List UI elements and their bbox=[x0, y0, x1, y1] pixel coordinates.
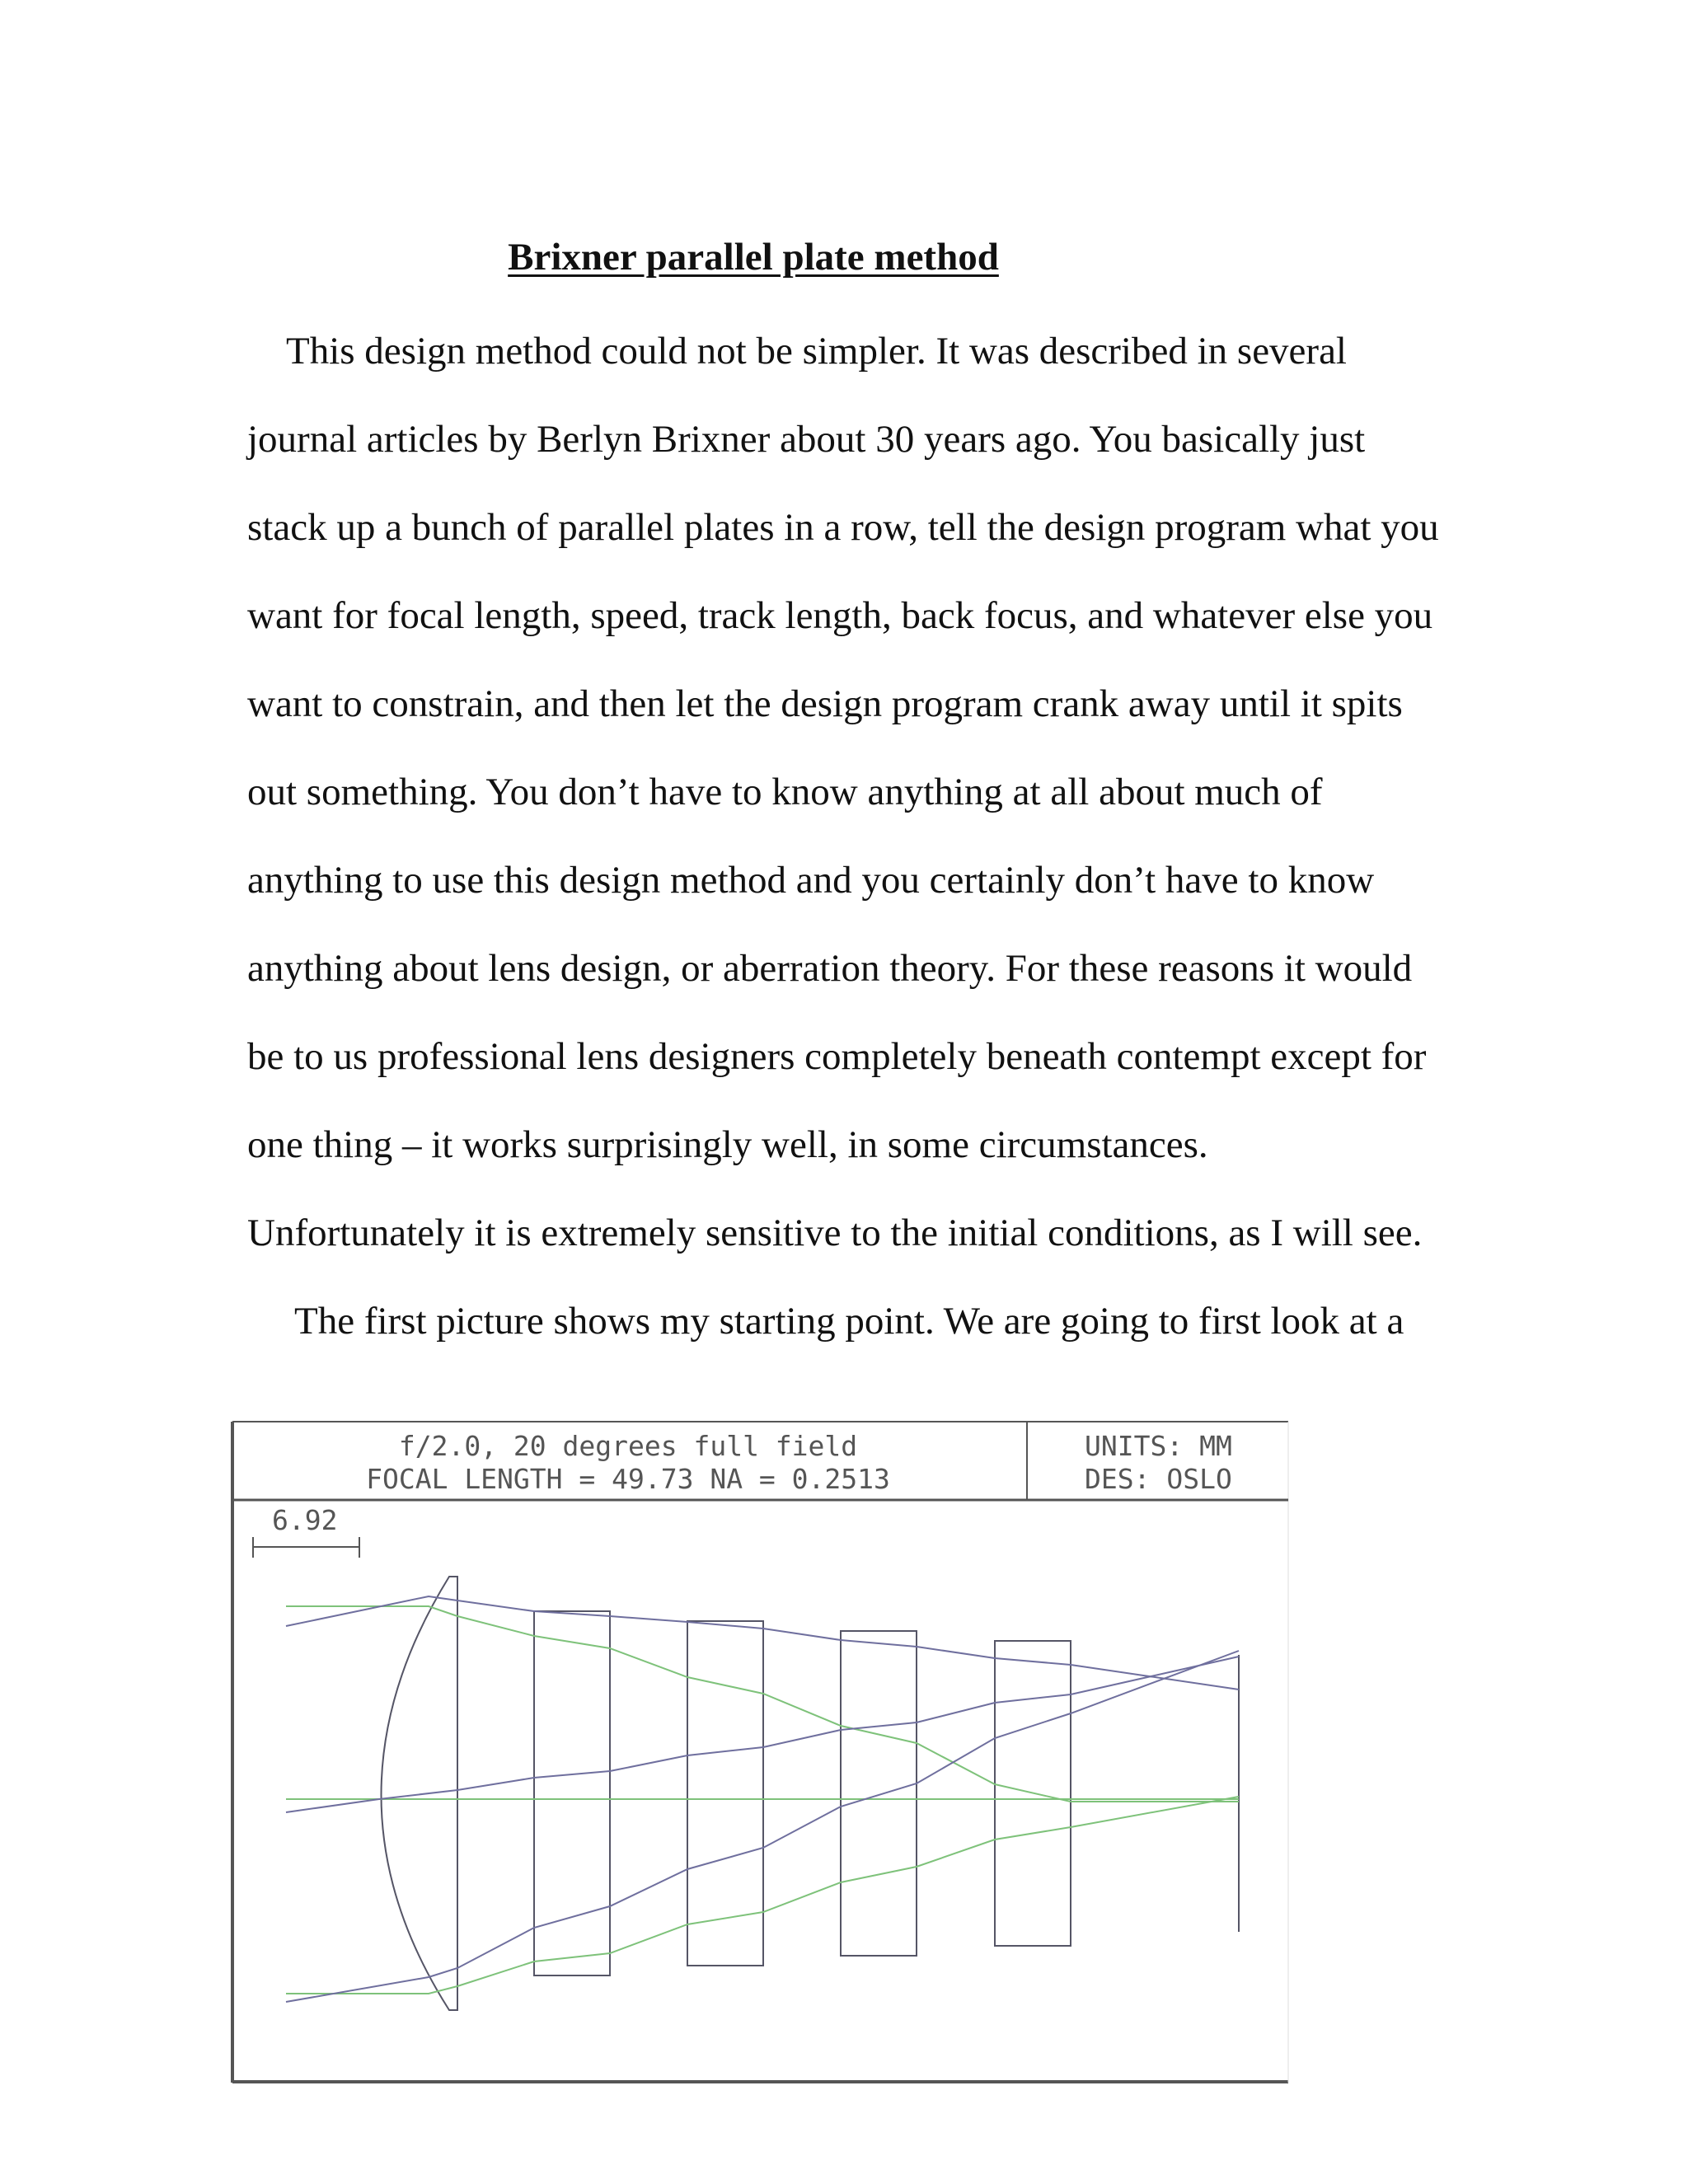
lens-elements bbox=[382, 1577, 1240, 2010]
green-rays bbox=[286, 1606, 1239, 1994]
document-title: Brixner parallel plate method bbox=[508, 236, 999, 279]
scale-bar bbox=[253, 1537, 359, 1558]
paragraph-line-11: Unfortunately it is extremely sensitive to the initial conditions, as I will see. bbox=[247, 1212, 1423, 1254]
paragraph-line-1: This design method could not be simpler. It was described in several bbox=[286, 330, 1347, 373]
figure-header-line1: f/2.0, 20 degrees full field bbox=[398, 1430, 858, 1462]
paragraph-line-6: out something. You don’t have to know anything at all about much of bbox=[247, 771, 1323, 813]
purple-rays bbox=[286, 1596, 1239, 2002]
paragraph-line-5: want to constrain, and then let the design program crank away until it spits bbox=[247, 682, 1403, 725]
paragraph-line-3: stack up a bunch of parallel plates in a row, tell the design program what you bbox=[247, 506, 1439, 549]
paragraph-line-10: one thing – it works surprisingly well, in some circumstances. bbox=[247, 1123, 1208, 1166]
paragraph-line-8: anything about lens design, or aberration theory. For these reasons it would bbox=[247, 947, 1413, 990]
paragraph-line-12: The first picture shows my starting point. We are going to first look at a bbox=[294, 1300, 1404, 1343]
figure-header-line2: FOCAL LENGTH = 49.73 NA = 0.2513 bbox=[366, 1463, 890, 1495]
paragraph-line-2: journal articles by Berlyn Brixner about 30 years ago. You basically just bbox=[247, 418, 1366, 461]
figure-frame bbox=[232, 1422, 1288, 2083]
paragraph-line-7: anything to use this design method and you certainly don’t have to know bbox=[247, 859, 1375, 902]
scale-label: 6.92 bbox=[272, 1504, 338, 1536]
paragraph-line-4: want for focal length, speed, track length, back focus, and whatever else you bbox=[247, 594, 1433, 637]
figure-units: UNITS: MM bbox=[1085, 1430, 1232, 1462]
paragraph-line-9: be to us professional lens designers completely beneath contempt except for bbox=[247, 1035, 1427, 1078]
figure-designer: DES: OSLO bbox=[1085, 1463, 1232, 1495]
